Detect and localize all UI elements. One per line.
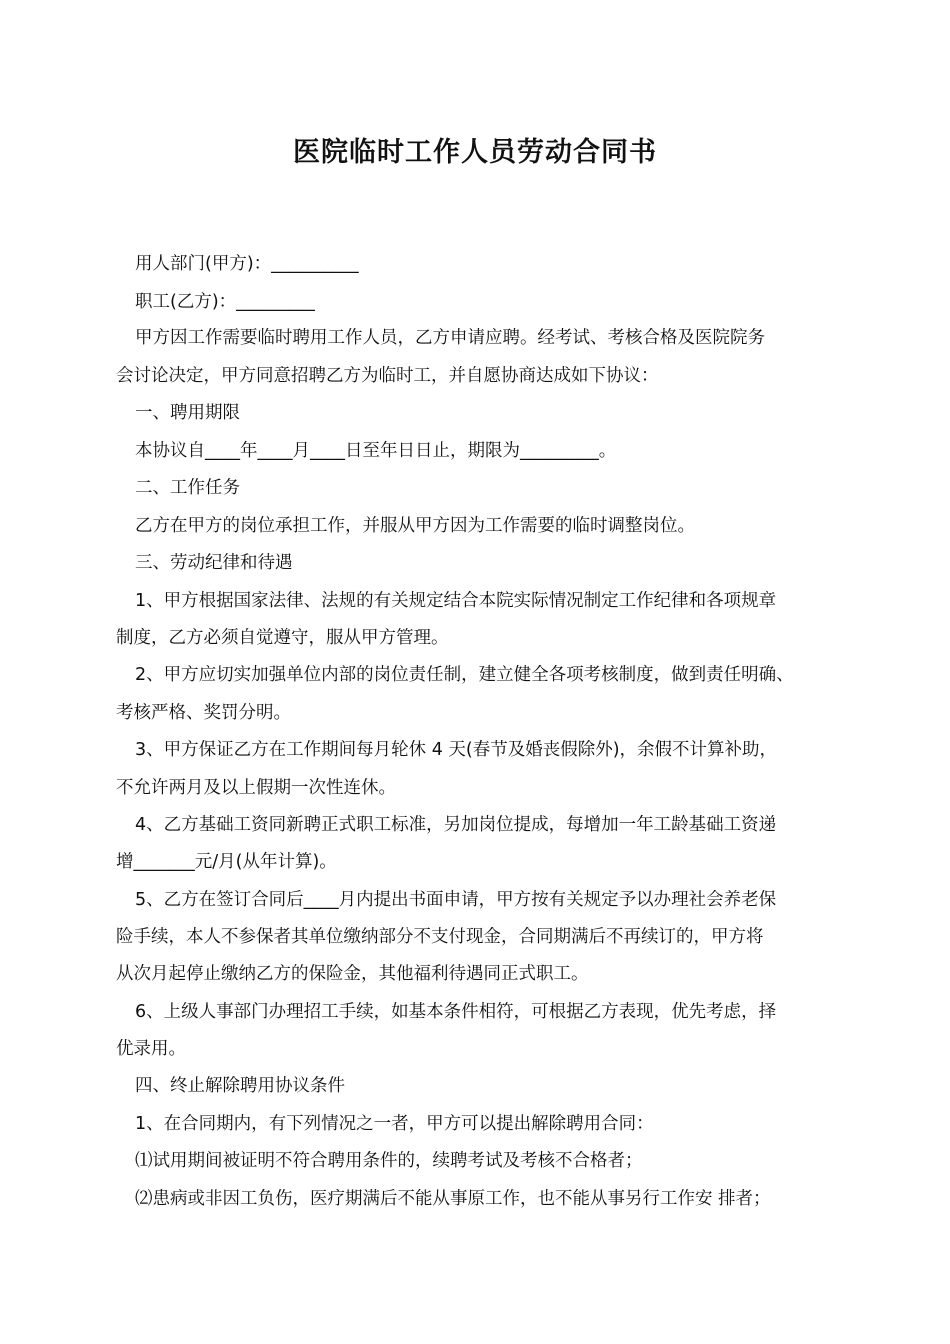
preamble-line-1: 甲方因工作需要临时聘用工作人员，乙方申请应聘。经考试、考核合格及医院院务 [135, 328, 765, 348]
clause-3-5-line-2: 险手续，本人不参保者其单位缴纳部分不支付现金，合同期满后不再续订的，甲方将 [116, 927, 764, 947]
clause-3-6-line-1: 6、上级人事部门办理招工手续，如基本条件相符，可根据乙方表现，优先考虑，择 [135, 1002, 777, 1022]
clause-3-5-line-3: 从次月起停止缴纳乙方的保险金，其他福利待遇同正式职工。 [116, 964, 589, 984]
clause-3-3-line-2: 不允许两月及以上假期一次性连休。 [116, 778, 396, 798]
clause-3-5-line-1: 5、乙方在签订合同后____月内提出书面申请，甲方按有关规定予以办理社会养老保 [135, 890, 777, 910]
clause-3-2-line-1: 2、甲方应切实加强单位内部的岗位责任制，建立健全各项考核制度，做到责任明确、 [135, 665, 794, 685]
employer-department-line: 用人部门(甲方)：__________ [135, 254, 359, 274]
clause-3-3-line-1: 3、甲方保证乙方在工作期间每月轮休 4 天(春节及婚丧假除外)，余假不计算补助， [135, 740, 778, 760]
section-heading-term: 一、聘用期限 [135, 403, 240, 423]
clause-3-1-line-1: 1、甲方根据国家法律、法规的有关规定结合本院实际情况制定工作纪律和各项规章 [135, 591, 777, 611]
clause-3-6-line-2: 优录用。 [116, 1039, 186, 1059]
term-clause: 本协议自____年____月____日至年日日止，期限为_________。 [135, 441, 617, 461]
clause-4-1-item-1: ⑴试用期间被证明不符合聘用条件的，续聘考试及考核不合格者； [135, 1151, 643, 1171]
clause-3-4-line-2: 增_______元/月(从年计算)。 [116, 852, 337, 872]
section-heading-termination: 四、终止解除聘用协议条件 [135, 1076, 345, 1096]
duties-clause: 乙方在甲方的岗位承担工作，并服从甲方因为工作需要的临时调整岗位。 [135, 516, 695, 536]
preamble-line-2: 会讨论决定，甲方同意招聘乙方为临时工，并自愿协商达成如下协议： [116, 366, 659, 386]
clause-3-2-line-2: 考核严格、奖罚分明。 [116, 703, 291, 723]
employee-line: 职工(乙方)：_________ [135, 292, 315, 312]
clause-3-1-line-2: 制度，乙方必须自觉遵守，服从甲方管理。 [116, 628, 449, 648]
clause-3-4-line-1: 4、乙方基础工资同新聘正式职工标准，另加岗位提成，每增加一年工龄基础工资递 [135, 815, 777, 835]
clause-4-1-item-2: ⑵患病或非因工负伤，医疗期满后不能从事原工作，也不能从事另行工作安 排者； [135, 1189, 771, 1209]
section-heading-duties: 二、工作任务 [135, 478, 240, 498]
document-title: 医院临时工作人员劳动合同书 [293, 137, 657, 168]
section-heading-discipline: 三、劳动纪律和待遇 [135, 553, 293, 573]
clause-4-1: 1、在合同期内，有下列情况之一者，甲方可以提出解除聘用合同： [135, 1114, 654, 1134]
